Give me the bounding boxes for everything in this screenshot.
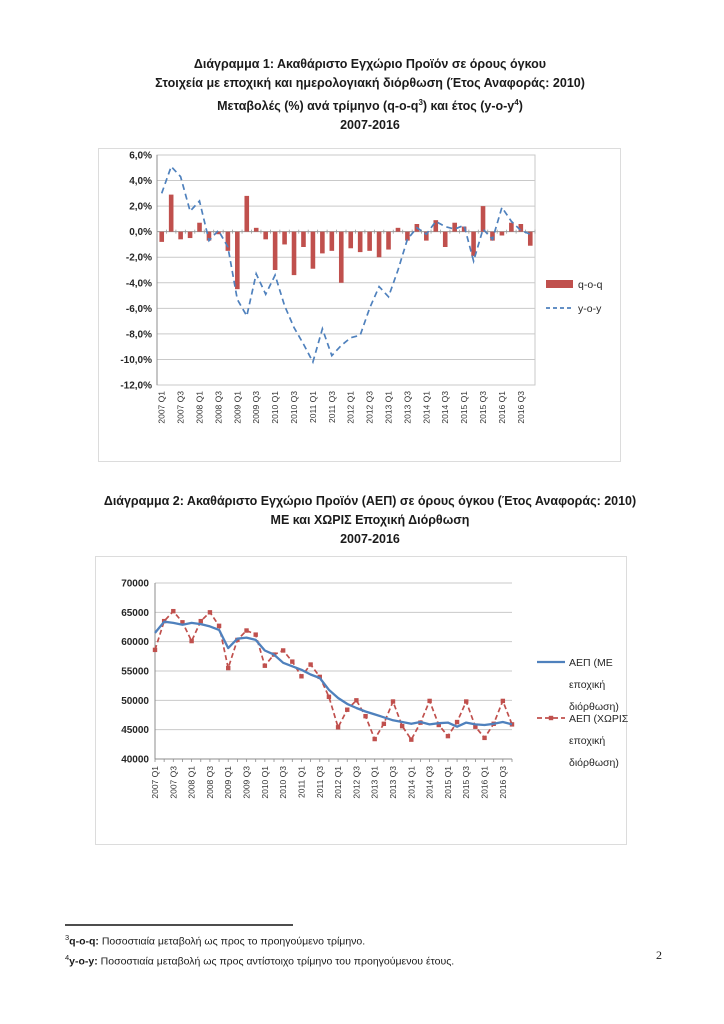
svg-text:2013 Q1: 2013 Q1 xyxy=(369,766,380,799)
svg-text:55000: 55000 xyxy=(121,666,149,678)
svg-text:2008 Q3: 2008 Q3 xyxy=(204,766,215,799)
page-number: 2 xyxy=(656,948,662,962)
y-axis-labels xyxy=(120,151,152,392)
svg-text:2012 Q3: 2012 Q3 xyxy=(351,766,362,799)
svg-text:2013 Q1: 2013 Q1 xyxy=(383,391,394,424)
svg-text:2011 Q1: 2011 Q1 xyxy=(296,766,307,798)
chart2-canvas xyxy=(95,556,628,846)
svg-text:2011 Q3: 2011 Q3 xyxy=(314,766,325,798)
chart1-title-line3: Μεταβολές (%) ανά τρίμηνο $(q-o-q^3)$ και έτος $(y-o-y^4)$ xyxy=(217,98,523,114)
svg-text:70000: 70000 xyxy=(121,578,149,590)
svg-text:2007 Q1: 2007 Q1 xyxy=(156,391,167,424)
svg-text:-4,0%: -4,0% xyxy=(125,278,152,290)
svg-text:ΑΕΠ (ΜΕ: ΑΕΠ (ΜΕ xyxy=(569,657,613,669)
svg-text:2007 Q3: 2007 Q3 xyxy=(175,391,186,424)
svg-text:2014 Q1: 2014 Q1 xyxy=(421,391,432,424)
svg-text:2016 Q1: 2016 Q1 xyxy=(496,391,507,424)
svg-text:2016 Q3: 2016 Q3 xyxy=(497,766,508,799)
svg-text:2013 Q3: 2013 Q3 xyxy=(388,766,398,799)
svg-text:2009 Q1: 2009 Q1 xyxy=(232,391,243,424)
aep-nsa-markers xyxy=(153,609,514,742)
svg-text:50000: 50000 xyxy=(121,695,149,707)
svg-text:2008 Q3: 2008 Q3 xyxy=(213,391,224,424)
svg-text:2016 Q1: 2016 Q1 xyxy=(479,766,490,799)
svg-text:2014 Q3: 2014 Q3 xyxy=(424,766,435,799)
svg-text:ΑΕΠ (ΧΩΡΙΣ: ΑΕΠ (ΧΩΡΙΣ xyxy=(569,713,628,725)
svg-text:-10,0%: -10,0% xyxy=(120,354,152,366)
x-axis-labels xyxy=(150,766,508,799)
svg-text:2015 Q3: 2015 Q3 xyxy=(461,766,472,799)
svg-text:60000: 60000 xyxy=(121,637,149,649)
svg-text:2015 Q1: 2015 Q1 xyxy=(442,766,453,799)
svg-text:2015 Q1: 2015 Q1 xyxy=(459,391,470,424)
svg-text:2010 Q3: 2010 Q3 xyxy=(278,766,289,799)
svg-text:2013 Q3: 2013 Q3 xyxy=(402,391,413,424)
svg-text:2012 Q1: 2012 Q1 xyxy=(333,766,344,799)
svg-text:2014 Q1: 2014 Q1 xyxy=(406,766,417,799)
gridlines xyxy=(155,583,512,759)
svg-text:εποχική: εποχική xyxy=(569,679,606,691)
footnote-ref-3: 3 xyxy=(418,98,423,107)
svg-text:2008 Q1: 2008 Q1 xyxy=(194,391,205,424)
svg-text:2010 Q1: 2010 Q1 xyxy=(270,391,281,424)
svg-text:διόρθωση): διόρθωση) xyxy=(569,757,619,769)
svg-text:2008 Q1: 2008 Q1 xyxy=(186,766,197,799)
zero-axis-ticks xyxy=(157,230,535,234)
svg-text:2009 Q1: 2009 Q1 xyxy=(223,766,234,799)
footnote-yoy: $^4$y-o-y: Ποσοστιαία μεταβολή ως προς αντίστοιχο τρίμηνο του προηγούμενου έτους. xyxy=(65,952,455,967)
svg-text:6,0%: 6,0% xyxy=(129,150,152,162)
svg-text:40000: 40000 xyxy=(121,754,149,766)
svg-text:διόρθωση): διόρθωση) xyxy=(569,701,619,713)
svg-text:-12,0%: -12,0% xyxy=(120,380,152,392)
chart1-title-line4: 2007-2016 xyxy=(340,118,400,133)
footnotes xyxy=(65,930,665,969)
footnote-ref-4: 4 xyxy=(514,98,519,107)
svg-text:2016 Q3: 2016 Q3 xyxy=(515,391,526,424)
svg-text:4,0%: 4,0% xyxy=(129,176,152,188)
gridlines xyxy=(157,155,535,385)
svg-text:45000: 45000 xyxy=(121,725,149,737)
y-axis-labels xyxy=(121,579,149,766)
svg-text:2012 Q1: 2012 Q1 xyxy=(345,391,356,424)
svg-text:2,0%: 2,0% xyxy=(129,201,152,213)
yoy-line xyxy=(162,167,531,363)
x-axis-labels xyxy=(157,391,526,424)
svg-text:2007 Q3: 2007 Q3 xyxy=(168,766,179,799)
chart1-title-line1: Διάγραμμα 1: Ακαθάριστο Εγχώριο Προϊόν σε όρους όγκου xyxy=(193,57,547,71)
svg-text:2015 Q3: 2015 Q3 xyxy=(478,391,489,424)
svg-text:-6,0%: -6,0% xyxy=(125,303,152,315)
qoq-bars xyxy=(159,195,532,290)
chart2-title xyxy=(40,492,700,549)
footnote-divider xyxy=(65,924,293,926)
svg-text:2011 Q1: 2011 Q1 xyxy=(307,391,318,423)
chart1-canvas xyxy=(98,148,622,463)
chart2-title-line2: ΜΕ και ΧΩΡΙΣ Εποχική Διόρθωση xyxy=(270,513,470,527)
chart2-title-line3: 2007-2016 xyxy=(340,532,400,546)
svg-text:2010 Q1: 2010 Q1 xyxy=(259,766,270,799)
svg-text:2009 Q3: 2009 Q3 xyxy=(241,766,252,799)
svg-text:y-o-y: y-o-y xyxy=(578,303,602,315)
svg-text:-2,0%: -2,0% xyxy=(125,252,152,264)
footnote-qoq: $^3$q-o-q: Ποσοστιαία μεταβολή ως προς το προηγούμενο τρίμηνο. xyxy=(65,933,366,948)
svg-text:εποχική: εποχική xyxy=(569,735,606,747)
chart1-title-line2: Στοιχεία με εποχική και ημερολογιακή διόρθωση (Έτος Αναφοράς: 2010) xyxy=(155,76,585,90)
svg-text:2012 Q3: 2012 Q3 xyxy=(364,391,375,424)
svg-text:2007 Q1: 2007 Q1 xyxy=(150,766,160,799)
aep-sa-line xyxy=(155,622,512,727)
svg-text:2011 Q3: 2011 Q3 xyxy=(326,391,337,423)
svg-text:-8,0%: -8,0% xyxy=(125,329,152,341)
legend xyxy=(546,279,603,315)
svg-text:0,0%: 0,0% xyxy=(129,227,152,239)
svg-text:q-o-q: q-o-q xyxy=(578,279,603,291)
svg-text:2010 Q3: 2010 Q3 xyxy=(289,391,300,424)
svg-text:2014 Q3: 2014 Q3 xyxy=(440,391,451,424)
chart1-title xyxy=(40,55,700,135)
legend xyxy=(537,657,628,769)
svg-text:65000: 65000 xyxy=(121,607,149,619)
svg-text:2009 Q3: 2009 Q3 xyxy=(251,391,262,424)
chart2-title-line1: Διάγραμμα 2: Ακαθάριστο Εγχώριο Προϊόν (ΑΕΠ) σε όρους όγκου (Έτος Αναφοράς: 2010) xyxy=(103,494,637,508)
